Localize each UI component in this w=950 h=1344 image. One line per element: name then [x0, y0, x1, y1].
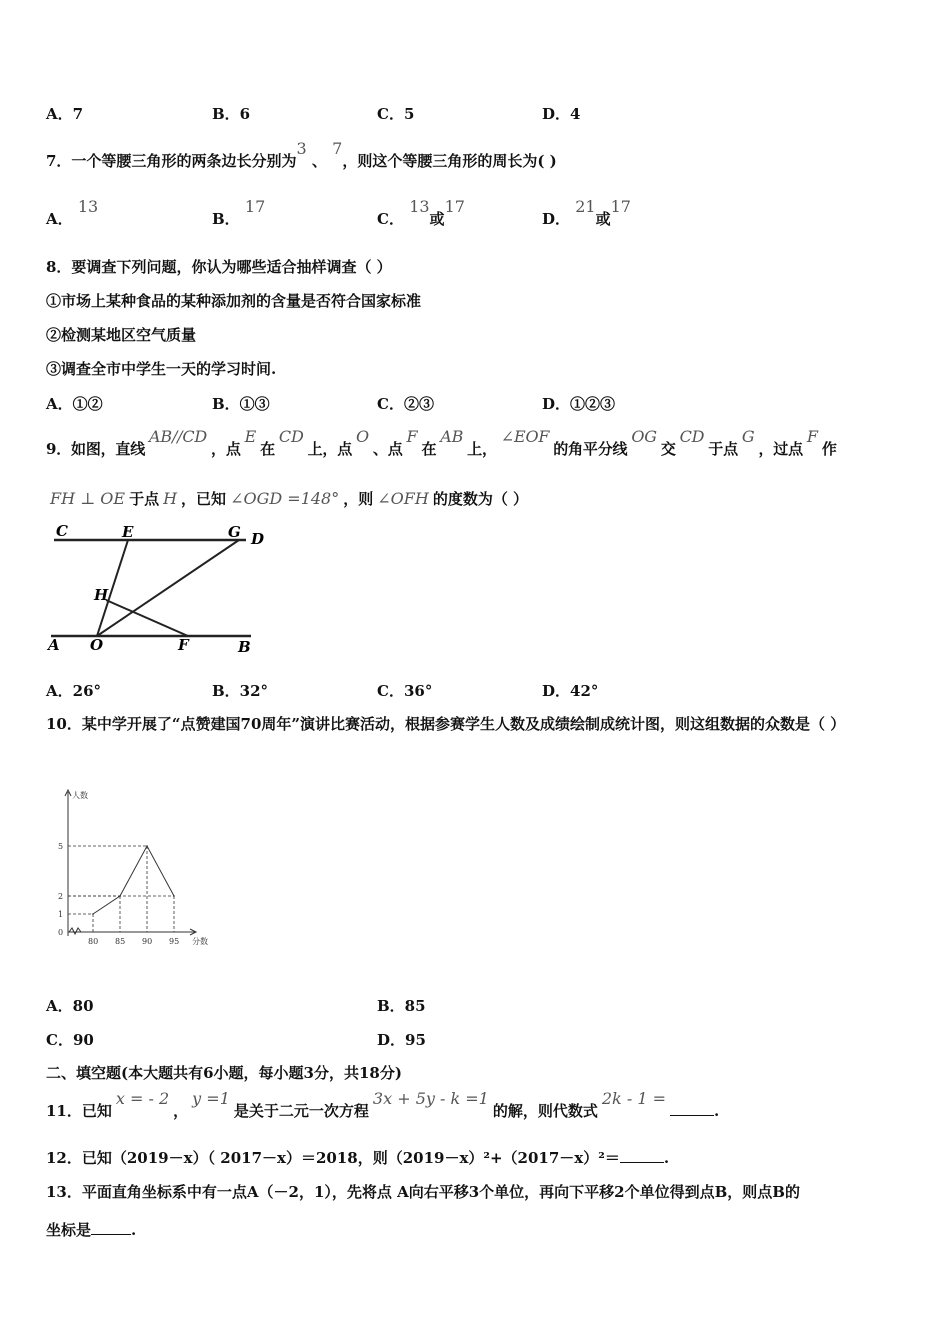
q11-run-2: ，	[173, 1102, 189, 1120]
section-fill-in-title: 二、填空题(本大题共有6小题，每小题3分，共18分)	[46, 1064, 402, 1082]
segment-fh	[106, 600, 188, 636]
q8-stem: 8．要调查下列问题，你认为哪些适合抽样调查（ ）	[46, 258, 392, 276]
q7-option-b[interactable]	[212, 197, 266, 229]
q7-option-a-value: 13	[77, 197, 99, 216]
q13-stem-line2	[46, 1219, 136, 1240]
x-axis-label: 分数	[192, 937, 208, 946]
q7-side-a: 3	[296, 139, 307, 158]
q9-line1-run-13: ∠EOF	[500, 427, 550, 446]
q8-option-d[interactable]: D．①②③	[542, 395, 616, 413]
q7-option-d-label: D．	[542, 210, 571, 228]
q13-text: 坐标是	[46, 1221, 92, 1239]
q9-line1-run-15: OG	[631, 427, 657, 446]
q9-stem-line1	[46, 427, 837, 459]
q9-line1-run-1: AB//CD	[149, 427, 208, 446]
q9-line2-run-3: ，已知	[181, 490, 227, 508]
q13-end: .	[131, 1221, 137, 1239]
q12-text: 12．已知（2019－x）（ 2017－x）＝2018，则（2019－x）²+（2017－x）²＝	[46, 1149, 620, 1167]
q7-option-d-or: 或	[595, 210, 611, 228]
q12-answer-blank[interactable]	[620, 1148, 664, 1163]
q7-option-c-value1: 13	[409, 197, 430, 216]
q9-line1-run-11: AB	[440, 427, 464, 446]
y-tick-label-0: 0	[58, 928, 64, 937]
q7-option-c-label: C．	[377, 210, 404, 228]
q6-option-c[interactable]: C．5	[377, 105, 415, 123]
y-tick-label-2: 2	[58, 892, 64, 901]
q9-line1-run-20: ，过点	[758, 440, 803, 458]
q10-option-c[interactable]: C．90	[46, 1031, 94, 1049]
q10-option-d[interactable]: D．95	[377, 1031, 426, 1049]
q9-line1-run-2: ，点	[211, 440, 241, 458]
q11-run-7: 2k - 1 =	[601, 1089, 666, 1108]
q9-line2-run-4: ∠OGD =148°	[230, 489, 340, 508]
q9-line1-run-19: G	[741, 427, 755, 446]
q9-geometry-figure	[46, 520, 276, 660]
data-point-3	[173, 895, 175, 897]
y-tick-label-1: 1	[58, 910, 64, 919]
q9-line1-run-16: 交	[660, 440, 676, 458]
data-point-1	[119, 895, 121, 897]
q7-option-d[interactable]	[542, 197, 631, 229]
data-point-2	[146, 845, 148, 847]
q10-option-a[interactable]: A．80	[46, 997, 94, 1015]
q9-line2-run-2: H	[163, 489, 178, 508]
q8-item-3: ③调查全市中学生一天的学习时间.	[46, 360, 277, 378]
q9-line2-run-7: 的度数为（ ）	[432, 490, 529, 508]
label-a: A	[48, 636, 60, 654]
q9-line1-run-9: F	[406, 427, 418, 446]
q10-line-chart	[46, 786, 226, 956]
q7-option-d-value1: 21	[575, 197, 596, 216]
q11-run-5: 3x + 5y - k =1	[372, 1089, 489, 1108]
q7-sep: 、	[311, 152, 327, 170]
q9-line1-run-14: 的角平分线	[553, 440, 628, 458]
q8-option-c[interactable]: C．②③	[377, 395, 434, 413]
q9-line1-run-5: CD	[278, 427, 304, 446]
q9-stem-line2	[46, 488, 528, 509]
label-g: G	[228, 523, 241, 541]
q6-option-b[interactable]: B．6	[212, 105, 251, 123]
q12-stem	[46, 1147, 669, 1168]
y-tick-label-3: 5	[58, 842, 64, 851]
x-tick-label-1: 85	[115, 937, 126, 946]
q10-stem: 10．某中学开展了“点赞建国70周年”演讲比赛活动，根据参赛学生人数及成绩绘制成统计图，则这组数据的众数是（ ）	[46, 715, 846, 733]
q8-option-a[interactable]: A．①②	[46, 395, 103, 413]
q9-line1-run-18: 于点	[708, 440, 738, 458]
q11-stem	[46, 1089, 720, 1121]
q7-prefix: 7．一个等腰三角形的两条边长分别为	[46, 152, 297, 170]
q7-option-b-value: 17	[244, 197, 266, 216]
axis-break	[69, 928, 81, 934]
series-line	[93, 846, 174, 914]
label-b: B	[238, 638, 251, 656]
q11-answer-blank[interactable]	[670, 1101, 714, 1116]
q9-line1-run-21: F	[806, 427, 818, 446]
q7-option-b-label: B．	[212, 210, 240, 228]
x-tick-label-0: 80	[88, 937, 99, 946]
q9-line2-run-5: ，则	[343, 490, 374, 508]
q7-option-d-value2: 17	[610, 197, 631, 216]
q8-item-2: ②检测某地区空气质量	[46, 326, 197, 344]
q11-run-6: 的解，则代数式	[492, 1102, 598, 1120]
q7-option-c[interactable]	[377, 197, 465, 229]
q6-option-d[interactable]: D．4	[542, 105, 581, 123]
q9-line1-run-10: 在	[421, 440, 437, 458]
label-o: O	[90, 636, 104, 654]
data-point-0	[92, 913, 94, 915]
y-axis-label: 人数	[72, 791, 88, 800]
q9-line1-run-22: 作	[821, 440, 837, 458]
q7-option-a-label: A．	[46, 210, 73, 228]
q13-answer-blank[interactable]	[91, 1220, 131, 1235]
q11-run-3: y =1	[192, 1089, 230, 1108]
q11-run-4: 是关于二元一次方程	[233, 1102, 369, 1120]
q9-line1-run-3: E	[244, 427, 257, 446]
q13-stem-line1: 13．平面直角坐标系中有一点A（－2，1），先将点 A向右平移3个单位，再向下平移2个单位得到点B，则点B的	[46, 1183, 800, 1201]
q7-stem	[46, 139, 557, 171]
q9-line1-run-4: 在	[260, 440, 275, 458]
segment-og	[97, 540, 239, 636]
q9-line1-run-6: 上，点	[307, 440, 352, 458]
x-tick-label-2: 90	[142, 937, 153, 946]
q12-end: .	[663, 1149, 670, 1167]
q9-option-d[interactable]: D．42°	[542, 682, 599, 700]
q7-option-c-value2: 17	[444, 197, 465, 216]
label-c: C	[56, 522, 68, 540]
q11-run-1: x = - 2	[115, 1089, 170, 1108]
q11-end: .	[714, 1102, 720, 1120]
q9-line2-run-1: 于点	[129, 490, 160, 508]
q6-option-a[interactable]: A．7	[46, 105, 84, 123]
label-d: D	[251, 530, 265, 548]
q9-option-a[interactable]: A．26°	[46, 682, 102, 700]
q8-item-1: ①市场上某种食品的某种添加剂的含量是否符合国家标准	[46, 292, 422, 310]
q9-option-b[interactable]: B．32°	[212, 682, 269, 700]
q7-suffix: ，则这个等腰三角形的周长为( )	[342, 152, 557, 170]
q9-line1-run-17: CD	[679, 427, 705, 446]
q10-option-b[interactable]: B．85	[377, 997, 426, 1015]
q9-line1-run-0: 9．如图，直线	[46, 440, 146, 458]
q9-line1-run-7: O	[356, 427, 369, 446]
q7-side-b: 7	[332, 139, 343, 158]
q9-line1-run-8: 、点	[372, 440, 403, 458]
x-tick-label-3: 95	[169, 937, 180, 946]
label-f: F	[178, 636, 189, 654]
q9-line2-run-0: FH ⊥ OE	[50, 489, 126, 508]
q11-run-0: 11．已知	[46, 1102, 112, 1120]
q7-option-a[interactable]	[46, 197, 99, 229]
label-e: E	[122, 523, 134, 541]
q8-option-b[interactable]: B．①③	[212, 395, 270, 413]
label-h: H	[94, 586, 109, 604]
q7-option-c-or: 或	[429, 210, 445, 228]
q9-line2-run-6: ∠OFH	[377, 489, 429, 508]
q9-line1-run-12: 上，	[467, 440, 497, 458]
q9-option-c[interactable]: C．36°	[377, 682, 433, 700]
